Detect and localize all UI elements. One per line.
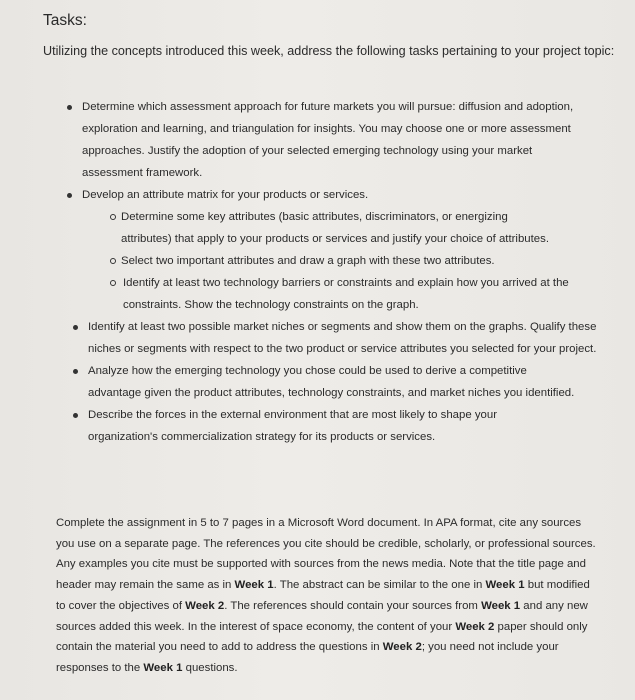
assignment-instructions xyxy=(56,513,601,679)
intro-paragraph: Utilizing the concepts introduced this week, address the following tasks pertaining to your project topic: xyxy=(43,44,615,58)
instructions-text: . The references should contain your sources from xyxy=(224,599,482,612)
week-reference: Week 2 xyxy=(382,641,422,654)
subtask-item-text: Identify at least two technology barriers or constraints and explain how you arrived at the constraints. Show the technology constraints on the graph. xyxy=(123,277,569,311)
instructions-text: Complete the assignment in 5 to 7 pages in a Microsoft Word document. In APA format, cite any sources you use on a separate page. The references you cite should be credible, scholarly, or professional sources. Any examples you cite must be supported with sources from the news media. Note that the title page and header may remain the same as in xyxy=(56,517,596,592)
instructions-text: but modified to cover the objectives of xyxy=(56,579,590,612)
week-reference: Week 1 xyxy=(143,661,183,674)
instructions-text: and any new sources added this week. In the interest of space economy, the content of your xyxy=(56,599,588,633)
subtask-item-text: Determine some key attributes (basic attributes, discriminators, or energizing attributes) that apply to your products or services and justify your choice of attributes. xyxy=(121,211,549,245)
subtask-item-text: Select two important attributes and draw a graph with these two attributes. xyxy=(121,255,495,267)
subtask-item-key-attributes xyxy=(0,206,635,250)
bullet-icon xyxy=(73,369,78,374)
task-item-assessment-approach xyxy=(0,96,635,184)
bullet-icon xyxy=(73,413,78,418)
task-item-text: Identify at least two possible market niches or segments and show them on the graphs. Qualify these niches or segments with respect to the two product or service attributes you selected for your project. xyxy=(88,321,597,355)
week-reference: Week 1 xyxy=(481,599,521,612)
hollow-bullet-icon xyxy=(110,214,116,220)
subtask-item-barriers xyxy=(0,272,635,316)
hollow-bullet-icon xyxy=(110,258,116,264)
task-list xyxy=(0,96,635,448)
instructions-text: paper should only contain the material you need to add to address the questions in xyxy=(56,620,588,654)
week-reference: Week 2 xyxy=(455,620,495,633)
task-item-external-forces xyxy=(0,404,635,448)
instructions-text: questions. xyxy=(182,661,238,674)
task-item-text: Develop an attribute matrix for your products or services. xyxy=(82,189,369,201)
task-item-market-niches xyxy=(0,316,635,360)
task-item-text: Describe the forces in the external environment that are most likely to shape your organization's commercialization strategy for its products or services. xyxy=(88,409,498,443)
bullet-icon xyxy=(73,325,78,330)
hollow-bullet-icon xyxy=(110,280,116,286)
tasks-heading: Tasks: xyxy=(43,12,87,29)
task-item-competitive-advantage xyxy=(0,360,635,404)
subtask-item-graph xyxy=(0,250,635,272)
task-item-attribute-matrix xyxy=(0,184,635,206)
bullet-icon xyxy=(67,105,72,110)
instructions-text: ; you need not include your responses to the xyxy=(56,641,559,674)
week-reference: Week 1 xyxy=(234,579,274,592)
task-item-text: Analyze how the emerging technology you chose could be used to derive a competitive advantage given the product attributes, technology constraints, and market niches you identified. xyxy=(88,365,575,399)
bullet-icon xyxy=(67,193,72,198)
week-reference: Week 2 xyxy=(185,599,225,612)
week-reference: Week 1 xyxy=(485,579,525,592)
task-item-text: Determine which assessment approach for future markets you will pursue: diffusion and adoption, exploration and learning, and triangulation for insights. You may choose one or more assessment approaches. Justify the adoption of your selected emerging technology using your market assessment framework. xyxy=(82,101,574,179)
instructions-text: . The abstract can be similar to the one in xyxy=(273,579,486,592)
